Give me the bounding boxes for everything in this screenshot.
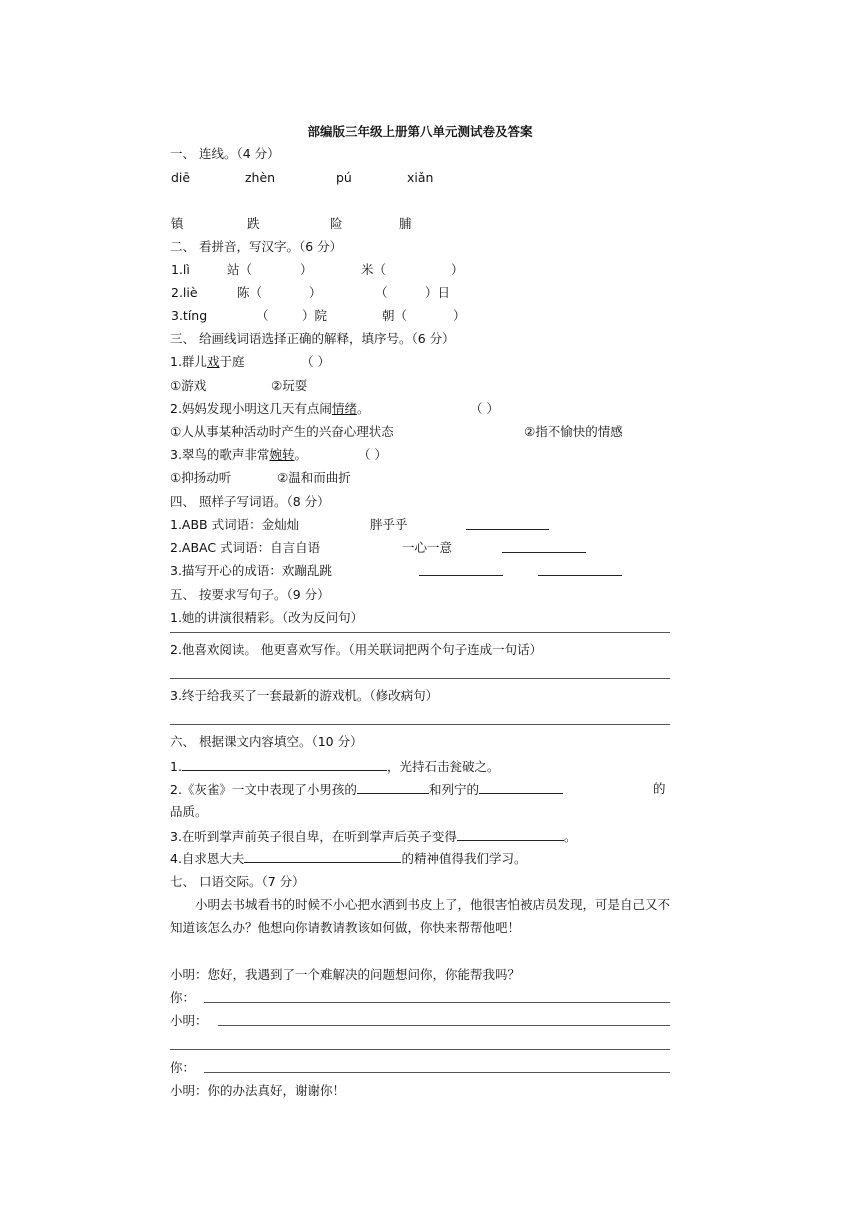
- options-row: [170, 424, 670, 440]
- section-7-heading: 七、 口语交际。（7 分）: [170, 874, 305, 889]
- fill-question: [170, 828, 576, 845]
- question-text: ）: [300, 262, 313, 277]
- character-item: 跌: [247, 216, 260, 231]
- question-text: 3.描写开心的成语：欢蹦乱跳: [170, 563, 332, 578]
- question-number: 1.lì: [171, 262, 190, 277]
- question-text: 的: [653, 781, 666, 796]
- section-3-heading: 三、 给画线词语选择正确的解释，填序号。（6 分）: [170, 331, 455, 346]
- option: ②玩耍: [271, 378, 308, 393]
- example-word: 胖乎乎: [370, 517, 408, 532]
- page-title: 部编版三年级上册第八单元测试卷及答案: [307, 124, 533, 139]
- question-text: （: [256, 308, 269, 323]
- question-text: 3.翠鸟的歌声非常: [170, 447, 270, 462]
- sentence-question: 1.她的讲演很精彩。（改为反问句）: [170, 610, 364, 625]
- scenario-paragraph: 小明去书城看书的时候不小心把水洒到书皮上了，他很害怕被店员发现，可是自己又不知道该怎么办？他想向你请教请教该如何做，你快来帮帮他吧！: [170, 897, 671, 935]
- answer-line[interactable]: [170, 678, 670, 679]
- option: ①游戏: [170, 378, 207, 393]
- pinyin-item: pú: [336, 170, 352, 185]
- answer-parentheses: （ ）: [301, 354, 330, 369]
- answer-line[interactable]: [218, 1025, 670, 1026]
- answer-blank[interactable]: [538, 563, 622, 576]
- fill-question-continued: 品质。: [170, 804, 208, 819]
- question-number: 2.liè: [171, 285, 198, 300]
- question-text: 的精神值得我们学习。: [401, 851, 527, 866]
- question-number: 3.tíng: [171, 308, 208, 323]
- option: ①抑扬动听: [170, 470, 232, 485]
- section-4-heading: 四、 照样子写词语。（8 分）: [170, 494, 330, 509]
- dialogue-label-xiaoming: 小明：: [170, 1013, 208, 1028]
- question-text: 1.群儿: [170, 354, 207, 369]
- dialogue-line: 小明：你的办法真好，谢谢你！: [170, 1083, 346, 1098]
- question-text: ）: [451, 262, 464, 277]
- underlined-word: 情绪: [331, 401, 357, 416]
- answer-blank[interactable]: [466, 517, 549, 530]
- answer-blank[interactable]: [479, 781, 563, 794]
- sentence-question: 3.终于给我买了一套最新的游戏机。（修改病句）: [170, 688, 439, 703]
- question-text: 2.妈妈发现小明这几天有点闹: [170, 401, 332, 416]
- pinyin-row: [170, 170, 670, 186]
- question-text: 陈（: [237, 285, 263, 300]
- options-row: [170, 470, 670, 486]
- question-text: 和列宁的: [428, 782, 479, 797]
- dialogue-label-you: 你：: [170, 1060, 196, 1075]
- word-question: [170, 517, 670, 533]
- question-text: ）日: [425, 285, 451, 300]
- answer-blank[interactable]: [182, 758, 387, 771]
- question-row: [170, 354, 670, 370]
- fill-question: [170, 781, 670, 798]
- dialogue-label-you: 你：: [170, 990, 196, 1005]
- question-text: （: [375, 285, 388, 300]
- section-1-heading: 一、 连线。（4 分）: [170, 146, 280, 161]
- answer-blank[interactable]: [357, 781, 429, 794]
- dialogue-line: 小明：您好，我遇到了一个难解决的问题想问你，你能帮我吗？: [170, 967, 521, 982]
- question-text: 站（: [227, 262, 253, 277]
- pinyin-item: zhèn: [245, 170, 276, 185]
- answer-line[interactable]: [170, 1049, 670, 1050]
- question-text: ）: [453, 308, 466, 323]
- section-5-heading: 五、 按要求写句子。（9 分）: [170, 587, 330, 602]
- fill-question: [170, 850, 526, 867]
- question-text: ，光持石击瓮破之。: [386, 759, 500, 774]
- question-row: [170, 447, 670, 463]
- pinyin-question: [170, 285, 670, 301]
- question-text: 3.在听到掌声前英子很自卑，在听到掌声后英子变得: [170, 829, 457, 844]
- question-text: ）院: [302, 308, 328, 323]
- answer-parentheses: （ ）: [358, 447, 387, 462]
- character-row: [170, 216, 670, 232]
- question-text: 朝（: [382, 308, 408, 323]
- character-item: 险: [330, 216, 343, 231]
- pinyin-question: [170, 308, 670, 324]
- fill-question: [170, 758, 499, 775]
- word-question: [170, 563, 670, 579]
- question-row: [170, 401, 670, 417]
- question-text: 。: [563, 829, 577, 844]
- question-text: 米（: [361, 262, 387, 277]
- option: ①人从事某种活动时产生的兴奋心理状态: [170, 424, 394, 439]
- answer-line[interactable]: [170, 724, 670, 725]
- answer-blank[interactable]: [502, 540, 586, 553]
- character-item: 脯: [399, 216, 412, 231]
- section-2-heading: 二、 看拼音，写汉字。（6 分）: [170, 239, 343, 254]
- answer-line[interactable]: [170, 632, 670, 633]
- answer-blank[interactable]: [244, 850, 401, 863]
- question-number: 1.: [170, 759, 182, 774]
- question-text: 2.《灰雀》一文中表现了小男孩的: [170, 782, 357, 797]
- question-text: 于庭: [219, 354, 245, 369]
- option: ②温和而曲折: [277, 470, 351, 485]
- sentence-question: 2.他喜欢阅读。 他更喜欢写作。（用关联词把两个句子连成一句话）: [170, 642, 543, 657]
- question-text: 2.ABAC 式词语：自言自语: [170, 540, 321, 555]
- underlined-word: 戏: [206, 354, 220, 369]
- question-text: ）: [309, 285, 322, 300]
- test-paper: [170, 0, 670, 1216]
- answer-line[interactable]: [204, 1002, 670, 1003]
- option: ②指不愉快的情感: [524, 424, 623, 439]
- section-6-heading: 六、 根据课文内容填空。（10 分）: [170, 734, 363, 749]
- example-word: 一心一意: [402, 540, 453, 555]
- question-text: 4.自求恩大夫: [170, 851, 245, 866]
- pinyin-item: diē: [171, 170, 191, 185]
- options-row: [170, 378, 670, 394]
- word-question: [170, 540, 670, 556]
- answer-blank[interactable]: [457, 828, 564, 841]
- pinyin-question: [170, 262, 670, 278]
- pinyin-item: xiǎn: [407, 170, 434, 185]
- answer-blank[interactable]: [419, 563, 503, 576]
- answer-line[interactable]: [204, 1072, 670, 1073]
- question-text: 1.ABB 式词语：金灿灿: [170, 517, 300, 532]
- question-text: 。: [356, 401, 370, 416]
- question-text: 。: [294, 447, 307, 462]
- answer-parentheses: （ ）: [470, 401, 499, 416]
- character-item: 镇: [171, 216, 184, 231]
- underlined-word: 婉转: [269, 447, 295, 462]
